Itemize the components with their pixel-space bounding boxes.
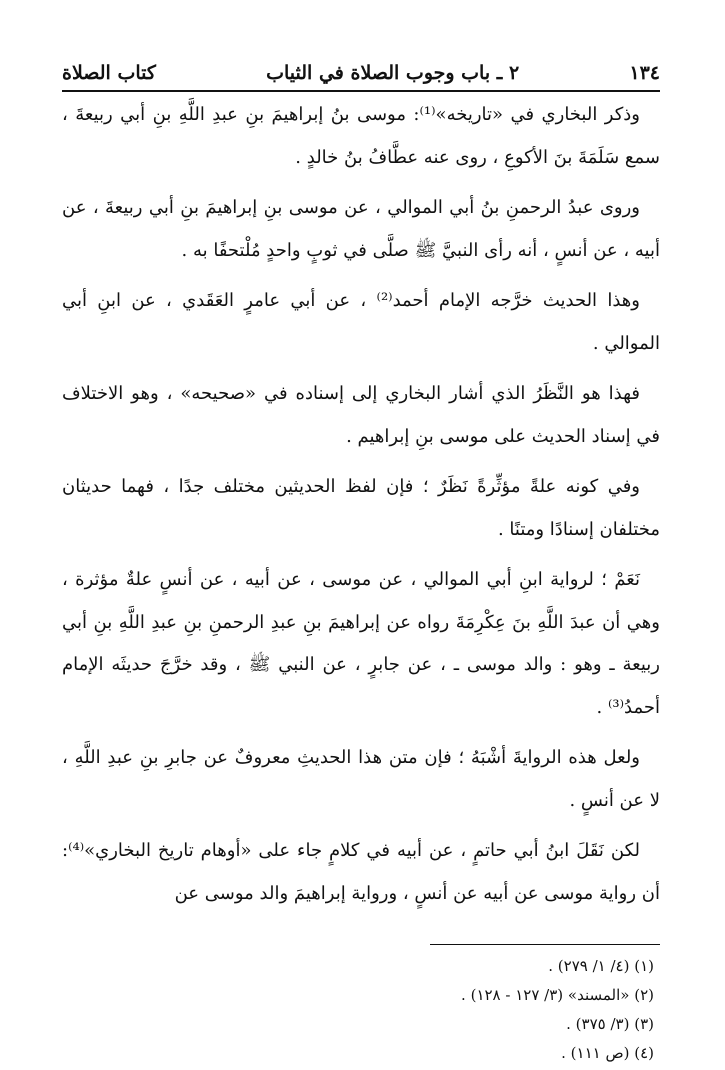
chapter-title: ٢ ـ باب وجوب الصلاة في الثياب bbox=[266, 62, 520, 84]
paragraph: وهذا الحديث خرَّجه الإمام أحمد⁽²⁾ ، عن أبي عامرٍ العَقَدي ، عن ابنِ أبي الموالي . bbox=[62, 290, 660, 354]
footnote-item: (٢) «المسند» (٣/ ١٢٧ - ١٢٨) . bbox=[461, 986, 654, 1004]
paragraph: ولعل هذه الروايةَ أشْبَهُ ؛ فإن متن هذا الحديثِ معروفٌ عن جابرِ بنِ عبدِ اللَّهِ ، لا عن أنسٍ . bbox=[62, 747, 660, 811]
footnote-item: (٣) (٣/ ٣٧٥) . bbox=[566, 1015, 654, 1033]
header-divider bbox=[62, 90, 660, 92]
footnotes bbox=[62, 952, 660, 1068]
paragraph: وروى عبدُ الرحمنِ بنُ أبي الموالي ، عن موسى بنِ إبراهيمَ بنِ أبي ربيعةَ ، عن أبيه ، عن أنسٍ ، أنه رأى النبيَّ ﷺ صلَّى في ثوبٍ واحدٍ مُلْتحفًا به . bbox=[62, 197, 660, 261]
footnote-item: (٤) (ص ١١١) . bbox=[561, 1044, 654, 1062]
paragraph: وذكر البخاري في «تاريخه»⁽¹⁾: موسى بنُ إبراهيمَ بنِ عبدِ اللَّهِ بنِ أبي ربيعةَ ، سمع سَلَمَةَ بنَ الأكوعِ ، روى عنه عطَّافُ بنُ خالدٍ . bbox=[62, 104, 660, 168]
paragraph: فهذا هو النَّظَرُ الذي أشار البخاري إلى إسناده في «صحيحه» ، وهو الاختلاف في إسناد الحديث على موسى بنِ إبراهيم . bbox=[62, 383, 660, 447]
book-page bbox=[62, 48, 660, 1062]
page-number: ١٣٤ bbox=[629, 62, 660, 84]
footnote-divider bbox=[430, 944, 660, 945]
paragraph: نَعَمْ ؛ لرواية ابنِ أبي الموالي ، عن موسى ، عن أبيه ، عن أنسٍ علةٌ مؤثرة ، وهي أن عبدَ اللَّهِ بنَ عِكْرِمَةَ رواه عن إبراهيمَ بنِ عبدِ الرحمنِ بنِ عبدِ اللَّهِ بنِ أبي ربيعة ـ وهو : والد موسى ـ ، عن جابرٍ ، عن النبي ﷺ ، وقد خرَّجَ حديثَه الإمام أحمدُ⁽³⁾ . bbox=[62, 569, 660, 718]
book-title: كتاب الصلاة bbox=[62, 62, 156, 84]
footnote-item: (١) (٤/ ١/ ٢٧٩) . bbox=[548, 957, 654, 975]
paragraph: لكن نَقَلَ ابنُ أبي حاتمٍ ، عن أبيه في كلامٍ جاء على «أوهام تاريخ البخاري»⁽⁴⁾: أن رواية موسى عن أبيه عن أنسٍ ، ورواية إبراهيمَ والد موسى عن bbox=[62, 840, 660, 904]
paragraph: وفي كونه علةً مؤثِّرةً نَظَرٌ ؛ فإن لفظ الحديثين مختلف جدًا ، فهما حديثان مختلفان إسنادًا ومتنًا . bbox=[62, 476, 660, 540]
main-text bbox=[62, 94, 660, 923]
page-header bbox=[62, 48, 660, 88]
